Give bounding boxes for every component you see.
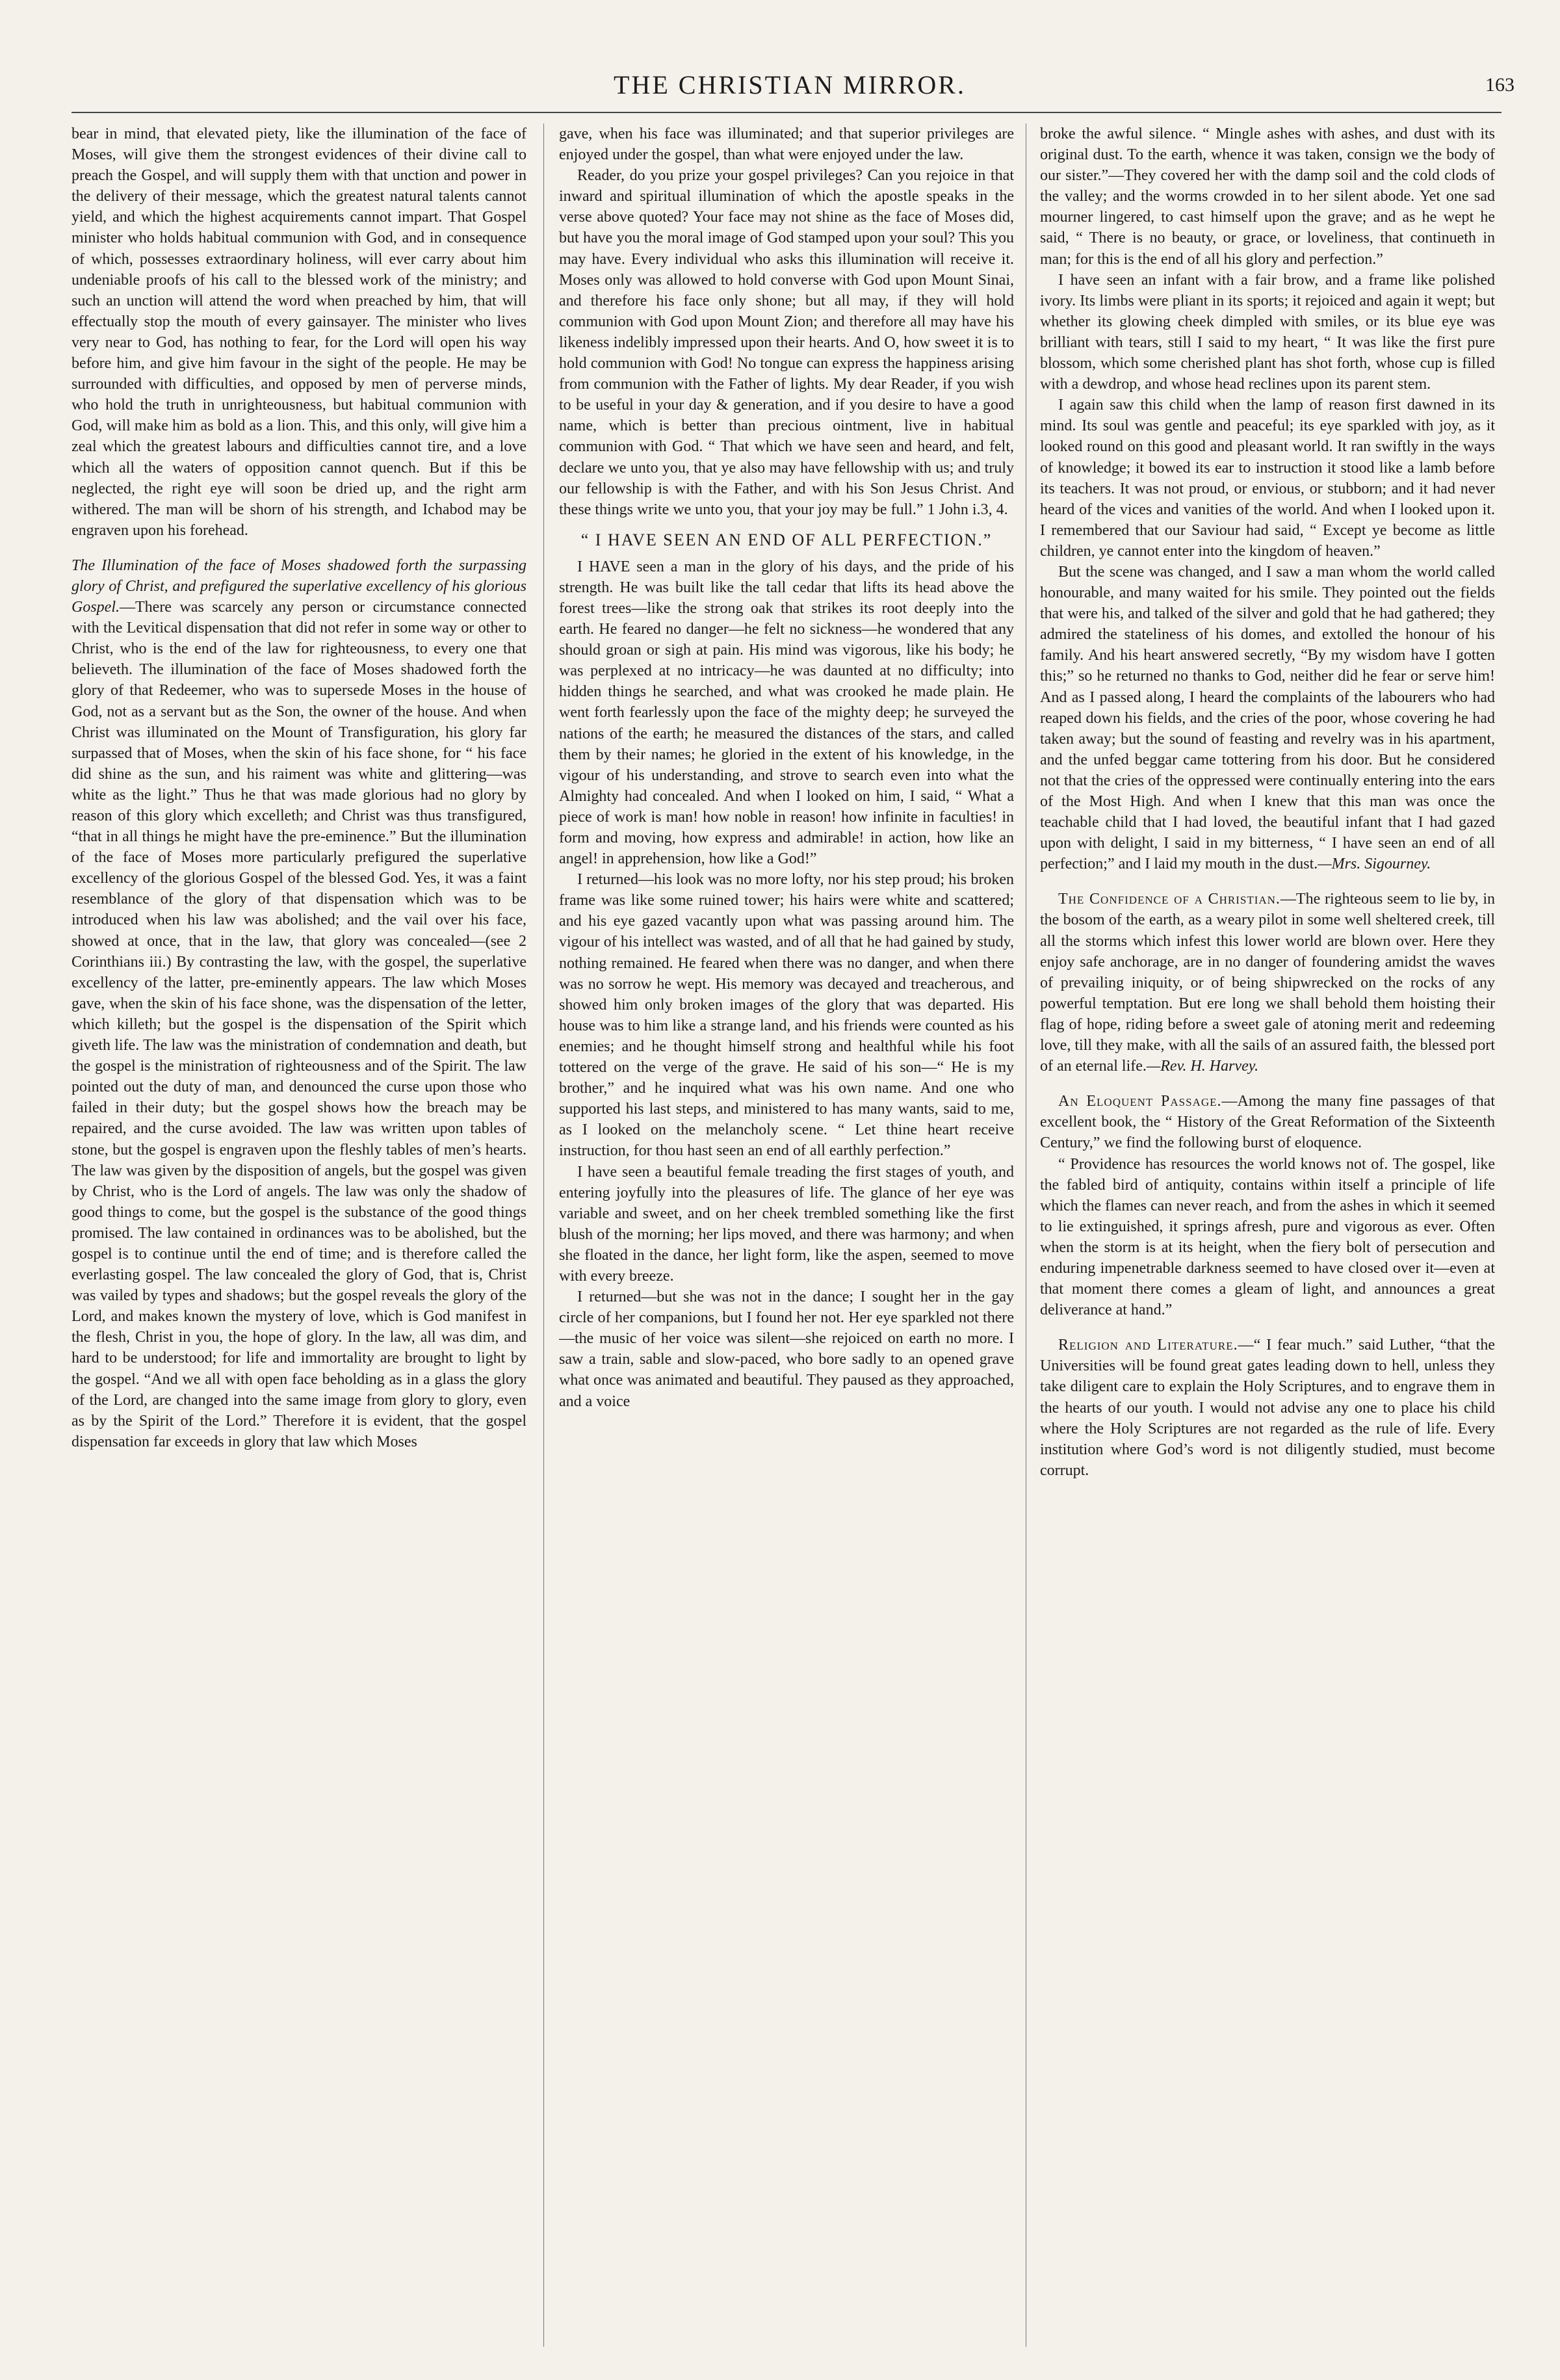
paragraph-text: —“ I fear much.” said Luther, “that the Universities will be found great gates leading down to hell, unless they take diligent care to explain the Holy Scriptures, and to engrave them in the hearts of our youth. I would not advise any one to place his child where the Holy Scriptures are not regarded as the rule of life. Every institution where God’s word is not diligently studied, must become corrupt.	[1040, 1337, 1495, 1479]
spacer	[72, 541, 526, 555]
page-title: THE CHRISTIAN MIRROR.	[614, 70, 966, 99]
paragraph-text: But the scene was changed, and I saw a man whom the world called honourable, and many waited for his smile. They pointed out the fields that were his, and talked of the silver and gold that he had gathered; they admired the stateliness of his domes, and extolled the honour of his family. And his heart answered secretly, “By my wisdom have I gotten this;” so he returned no thanks to God, neither did he fear or serve him! And as I passed along, I heard the complaints of the labourers who had reaped down his fields, and the cries of the poor, whose covering he had taken away; but the sound of feasting and revelry was in his apartment, and the unfed beggar came tottering from his door. But he considered not that the cries of the oppressed were continually entering into the ears of the Most High. And when I knew that this man was once the teachable child that I had loved, the beautiful infant that I had gazed upon with delight, I said in my bitterness, “ I have seen an end of all perfection;” and I laid my mouth in the dust.	[1040, 563, 1495, 873]
article-paragraph: I again saw this child when the lamp of reason first dawned in its mind. Its soul was gentle and peaceful; its eye sparkled with joy, as it looked round on this good and pleasant world. It ran swiftly in the ways of knowledge; it bowed its ear to instruction it stood like a lamb before its teachers. It was not proud, or envious, or stubborn; and it had never heard of the vices and vanities of the world. And when I looked upon it. I remembered that our Saviour had said, “ Except ye become as little children, ye cannot enter into the kingdom of heaven.”	[1040, 397, 1495, 560]
spacer	[1040, 874, 1495, 889]
article-title: “ I HAVE SEEN AN END OF ALL PERFECTION.”	[580, 530, 993, 549]
article-section	[72, 555, 526, 1452]
column-3	[1040, 124, 1495, 2347]
header-rule	[72, 112, 1502, 113]
article-paragraph: gave, when his face was illuminated; and that superior privileges are enjoyed under the gospel, than what were enjoyed under the law.	[559, 125, 1014, 164]
page-number: 163	[1485, 74, 1514, 96]
author-signature: —Rev. H. Harvey.	[1146, 1058, 1259, 1075]
section-heading: An Eloquent Passage.	[1058, 1093, 1222, 1110]
section-heading: Religion and Literature.	[1058, 1337, 1238, 1354]
article-paragraph: I HAVE seen a man in the glory of his days, and the pride of his strength. He was built like the tall cedar that lifts its head above the forest trees—like the strong oak that strikes its root deeply into the earth. He feared no danger—he felt no sickness—he wondered that any should groan or sigh at pain. His mind was vigorous, like his body; he was perplexed at no intricacy—he was daunted at no difficulty; into hidden things he searched, and what was crooked he made plain. He went forth fearlessly upon the face of the mighty deep; he surveyed the nations of the earth; he measured the distances of the stars, and called them by their names; he gloried in the extent of his knowledge, in the vigour of his understanding, and strove to search even into what the Almighty had concealed. And when I looked on him, I said, “ What a piece of work is man! how noble in reason! how infinite in faculties! in form and moving, how express and admirable! in action, how like an angel! in apprehension, how like a God!”	[559, 558, 1014, 868]
article-paragraph: I returned—his look was no more lofty, nor his step proud; his broken frame was like some ruined tower; his hairs were white and scattered; and his eye gazed vacantly upon what was passing around him. The vigour of his intellect was wasted, and of all that he had gained by study, nothing remained. He feared when there was no danger, and when there was no sorrow he wept. His memory was decayed and treacherous, and showed him only broken images of the glory that was departed. His house was to him like a strange land, and his friends were counted as his enemies; and he thought himself strong and healthful while his foot tottered on the verge of the grave. He said of his son—“ He is my brother,” and he inquired what was his own name. And one who supported his last steps, and ministered to has many wants, said to me, as I looked on the melancholy scene. “ Let thine heart receive instruction, for thou hast seen an end of all earthly perfection.”	[559, 871, 1014, 1160]
article-paragraph: I returned—but she was not in the dance; I sought her in the gay circle of her companions, but I found her not. Her eye sparkled not there—the music of her voice was silent—she rejoiced on earth no more. I saw a train, sable and slow-paced, who bore sadly to an opened grave what once was animated and beautiful. They paused as they approached, and a voice	[559, 1288, 1014, 1410]
column-rule-1	[543, 124, 544, 2347]
article-paragraph	[1040, 562, 1495, 874]
article-paragraph: Reader, do you prize your gospel privileges? Can you rejoice in that inward and spiritual illumination of which the apostle speaks in the verse above quoted? Your face may not shine as the face of Moses did, but have you the moral image of God stamped upon your soul? This you may have. Every individual who asks this illumination will receive it. Moses only was allowed to hold converse with God upon Mount Sinai, and therefore his face only shone; but all may, if they will hold communion with God upon Mount Zion; and therefore all may have his likeness indelibly impressed upon their hearts. And O, how sweet it is to hold communion with God! No tongue can express the happiness arising from communion with the Father of lights. My dear Reader, if you wish to be useful in your day & generation, and if you desire to have a good name, which is better than precious ointment, live in habitual communion with God. “ That which we have seen and heard, and felt, declare we unto you, that ye also may have fellowship with us; and truly our fellowship is with the Father, and with his Son Jesus Christ. And these things write we unto you, that your joy may be full.” 1 John i.3, 4.	[559, 167, 1014, 518]
article-section	[1040, 889, 1495, 1077]
paragraph-text: —Among the many fine passages of that excellent book, the “ History of the Great Reformation of the Sixteenth Century,” we find the following burst of eloquence.	[1040, 1093, 1495, 1152]
article-paragraph: I have seen a beautiful female treading the first stages of youth, and entering joyfully into the pleasures of life. The glance of her eye was variable and sweet, and on her cheek trembled something like the first blush of the morning; her lips moved, and there was harmony; and when she floated in the dance, her light form, like the aspen, seemed to move with every breeze.	[559, 1163, 1014, 1285]
article-paragraph: —There was scarcely any person or circumstance connected with the Levitical dispensation that did not refer in some way or other to Christ, who is the end of the law for righteousness, to every one that believeth. The illumination of the face of Moses shadowed forth the glory of that Redeemer, who was to supersede Moses in the house of God, not as a servant but as the Son, the owner of the house. And when Christ was illuminated on the Mount of Transfiguration, his glory far surpassed that of Moses, when the skin of his face shone, for “ his face did shine as the sun, and his raiment was white and glittering—was white as the light.” Thus he that was made glorious had no glory by reason of this glory which excelleth; and Christ was thus transfigured, “that in all things he might have the pre-eminence.” But the illumination of the face of Moses more particularly prefigured the superlative excellency of the glorious Gospel of the blessed God. Yes, it was a faint resemblance of the glory of that dispensation which was to be introduced when his law was abolished; and the vail over his face, showed at once, that in the law, that glory was concealed—(see 2 Corinthians iii.) By contrasting the law, with the gospel, the superlative excellency of the latter, pre-eminently appears. The law which Moses gave, when the skin of his face shone, was the dispensation of the letter, which killeth; but the gospel is the dispensation of the Spirit which giveth life. The law was the ministration of condemnation and death, but the gospel is the ministration of righteousness and of the Spirit. The law pointed out the duty of man, and denounced the curse upon those who failed in their duty; but the gospel shows how the breach may be repaired, and the curse avoided. The law was written upon tables of stone, but the gospel is engraven upon the fleshly tables of men’s hearts. The law was given by the disposition of angels, but the gospel was given by Christ, who is the Lord of angels. The law was only the shadow of good things to come, but the gospel is the substance of the good things promised. The law contained in ordinances was to be abolished, but the gospel is to continue until the end of time; and is therefore called the everlasting gospel. The law concealed the glory of God, that is, Christ was vailed by types and shadows; but the gospel reveals the glory of the Lord, and makes known the mystery of love, which is God manifest in the flesh, Christ in you, the hope of glory. In the law, all was dim, and hard to be understood; for life and immortality are brought to light by the gospel. “And we all with open face beholding as in a glass the glory of the Lord, are changed into the same image from glory to glory, even as by the Spirit of the Lord.” Therefore it is evident, that the gospel dispensation far exceeds in glory that law which Moses	[72, 599, 526, 1450]
section-heading: The Confidence of a Christian.	[1058, 891, 1280, 908]
article-paragraph: bear in mind, that elevated piety, like the illumination of the face of Moses, will give them the strongest evidences of their divine call to preach the Gospel, and will supply them with that unction and power in the delivery of their message, which the greatest natural talents cannot yield, and which the highest acquirements cannot impart. That Gospel minister who holds habitual communion with God, and in consequence of which, possesses extraordinary holiness, will ever carry about him undeniable proofs of his call to the blessed work of the ministry; and such an unction will attend the word when preached by him, that will effectually stop the mouth of every gainsayer. The minister who lives very near to God, has nothing to fear, for the Lord will open his way before him, and give him favour in the sight of the people. He may be surrounded with difficulties, and opposed by men of perverse minds, who hold the truth in unrighteousness, but habitual communion with God, will make him as bold as a lion. This, and this only, will give him a zeal which the greatest labours and difficulties cannot tire, and a love which all the waters of opposition cannot quench. But if this be neglected, the right eye will soon be dried up, and the right arm withered. The man will be shorn of his strength, and Ichabod may be engraven upon his forehead.	[72, 125, 526, 539]
section-heading: The Illumination of the face of Moses shadowed forth the surpassing glory of Christ, and prefigured the superlative excellency of his glorious Gospel.	[72, 556, 526, 616]
author-signature: —Mrs. Sigourney.	[1318, 856, 1431, 873]
article-section	[1040, 1335, 1495, 1481]
article-section	[1040, 1091, 1495, 1153]
column-1	[72, 124, 526, 2347]
spacer	[1040, 1077, 1495, 1091]
column-2	[559, 124, 1014, 2347]
article-paragraph: I have seen an infant with a fair brow, and a frame like polished ivory. Its limbs were pliant in its sports; it rejoiced and again it wept; but whether its glowing cheek dimpled with smiles, or its blue eye was brilliant with tears, still I said to my heart, “ It was like the first pure blossom, which some cherished plant has shot forth, whose cup is filled with a dewdrop, and whose head reclines upon its parent stem.	[1040, 271, 1495, 393]
quoted-paragraph: “ Providence has resources the world knows not of. The gospel, like the fabled bird of antiquity, contains within itself a principle of life which the flames can never reach, and from the ashes in which it seemed to lie extinguished, it springs afresh, pure and vigorous as ever. Often when the storm is at its height, when the fiery bolt of persecution and enduring impenetrable darkness seemed to have closed over it—even at that moment there comes a gleam of light, and announces a great deliverance at hand.”	[1040, 1155, 1495, 1319]
article-paragraph: broke the awful silence. “ Mingle ashes with ashes, and dust with its original dust. To the earth, whence it was taken, consign we the body of our sister.”—They covered her with the damp soil and the cold clods of the valley; and the worms crowded in to her silent abode. Yet one sad mourner lingered, to cast himself upon the grave; and as he wept he said, “ There is no beauty, or grace, or loveliness, that continueth in man; for this is the end of all his glory and perfection.”	[1040, 125, 1495, 268]
spacer	[1040, 1320, 1495, 1335]
paragraph-text: —The righteous seem to lie by, in the bosom of the earth, as a weary pilot in some well sheltered creek, till all the storms which infest this lower world are blown over. Here they enjoy safe anchorage, are in no danger of foundering amidst the waves of prevailing iniquity, or of being shipwrecked on the rocks of any powerful temptation. But ere long we shall behold them hoisting their flag of hope, riding before a sweet gale of atoning merit and redeeming love, till they make, with all the sails of an assured faith, the blessed port of an eternal life.	[1040, 891, 1495, 1075]
masthead	[65, 65, 1514, 104]
